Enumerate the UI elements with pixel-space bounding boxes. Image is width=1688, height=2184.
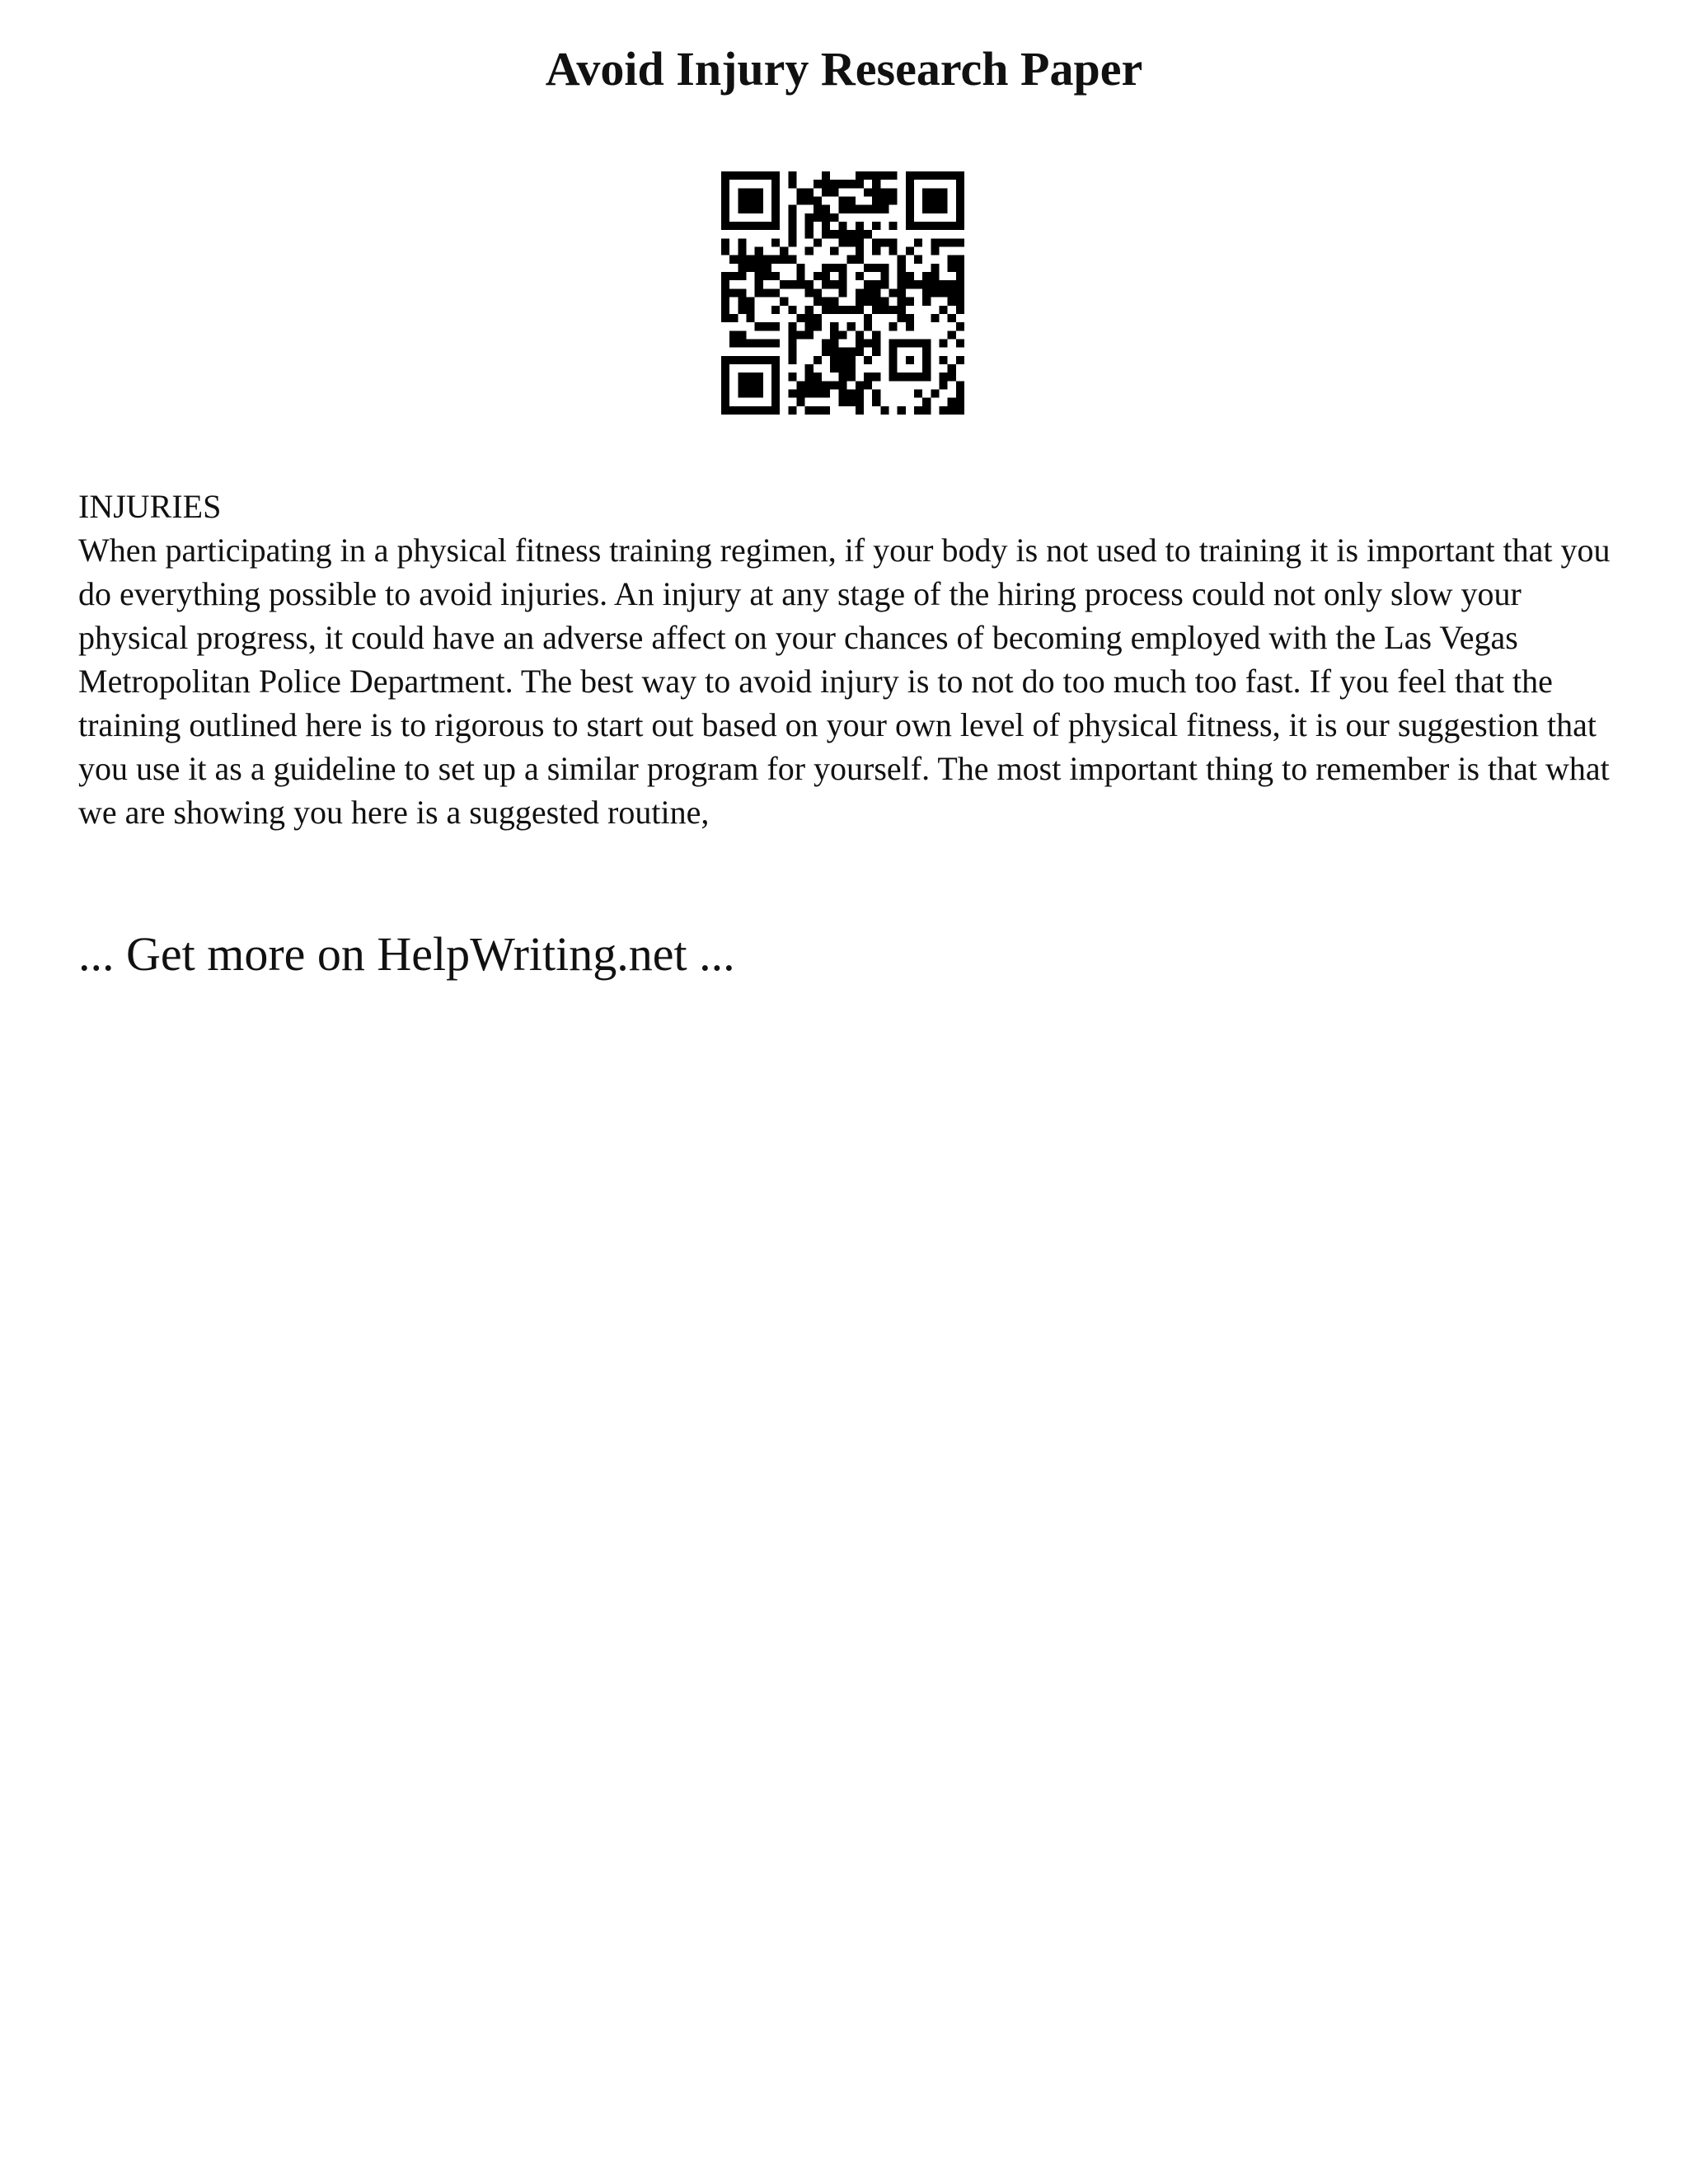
main-content [78, 485, 1628, 834]
page-title: Avoid Injury Research Paper [545, 42, 1143, 96]
section-heading: INJURIES [78, 488, 222, 525]
body-paragraph: When participating in a physical fitness training regimen, if your body is not used to training it is important that you do everything possible to avoid injuries. An injury at any stage of the hiring process could not only slow your physical progress, it could have an adverse affect on your chances of becoming employed with the Las Vegas Metropolitan Police Department. The best way to avoid injury is to not do too much too fast. If you feel that the training outlined here is to rigorous to start out based on your own level of physical fitness, it is our suggestion that you use it as a guideline to set up a similar program for yourself. The most important thing to remember is that what we are showing you here is a suggested routine, [78, 532, 1611, 831]
qr-code-icon [721, 171, 964, 415]
get-more-link[interactable]: ... Get more on HelpWriting.net ... [78, 927, 735, 981]
